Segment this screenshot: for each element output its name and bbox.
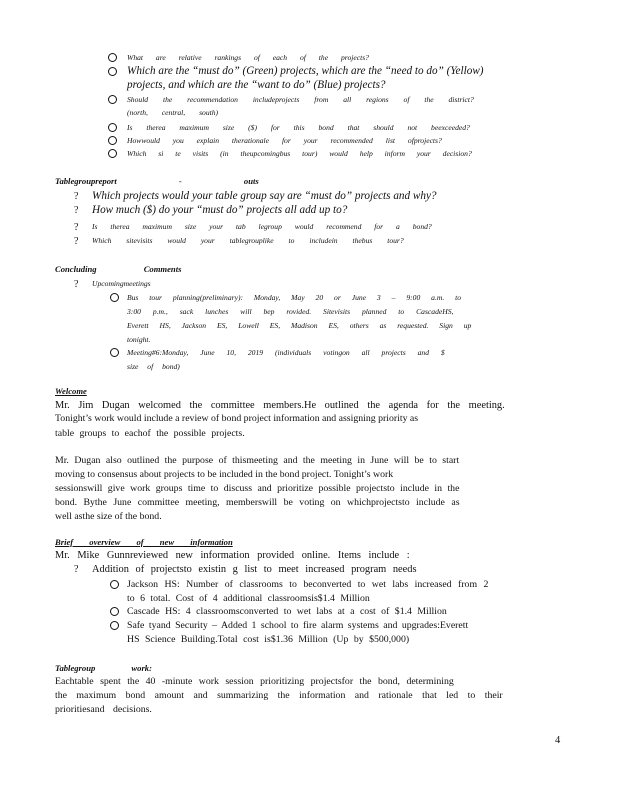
circle-bullet-icon <box>110 348 119 360</box>
section-heading-report-outs: Tablegroupreport - outs <box>55 176 259 186</box>
tablegroup-paragraph-line: Eachtable spent the 40 -minute work session prioritizing projectsfor the bond, determining <box>55 676 454 687</box>
report-question: How much ($) do your “must do” projects all add up to? <box>92 204 348 216</box>
brief-paragraph-line: Mr. Mike Gunnreviewed new information provided online. Items include : <box>55 550 410 561</box>
question-item: Which si te visits (in theupcomingbus tour) would help inform your decision? <box>127 149 472 158</box>
question-item: Which are the “must do” (Green) projects, which are the “need to do” (Yellow) <box>127 65 484 77</box>
report-question: Is thereа maximum size your tab legroup would recommend for a bond? <box>92 222 432 231</box>
report-question: Which projects would your table group say are “must do” projects and why? <box>92 190 437 202</box>
welcome-paragraph-line: Mr. Dugan also outlined the purpose of thismeeting and the meeting in June will be to start <box>55 455 460 466</box>
circle-bullet-icon <box>108 53 117 65</box>
circle-bullet-icon <box>108 123 117 135</box>
question-item: Should the recommendation includeprojects from all regions of the district? <box>127 95 474 104</box>
welcome-paragraph-line: Mr. Jim Dugan welcomed the committee members.He outlined the agenda for the meeting. <box>55 400 505 411</box>
bus-tour-line: Bus tour planning(preliminary): Monday, May 20 or June 3 – 9:00 a.m. to <box>127 293 462 302</box>
welcome-paragraph-line: bond. Bythe June committee meeting, memberswill be voting on whichprojectsto include as <box>55 497 460 508</box>
welcome-paragraph-line: sessionswill give work groups time to discuss and prioritize possible projectsto include in the <box>55 483 460 494</box>
question-item-continued: (north, central, south) <box>127 108 219 117</box>
circle-bullet-icon <box>110 293 119 305</box>
circle-bullet-icon <box>110 621 119 633</box>
circle-bullet-icon <box>110 607 119 619</box>
circle-bullet-icon <box>108 95 117 107</box>
question-item: Is thereа maximum size ($) for this bond that should not beexceeded? <box>127 123 470 132</box>
upcoming-meetings-label: Upcomingmeetings <box>92 279 151 288</box>
bus-tour-line: Everett HS, Jackson ES, Lowell ES, Madison ES, others as requested. Sign up <box>127 321 472 330</box>
brief-sub-item-continued: HS Science Building.Total cost is$1.36 Million (Up by $500,000) <box>127 634 410 645</box>
welcome-paragraph-line: moving to consensus about projects to be included in the bond project. Tonight’s work <box>55 469 394 480</box>
welcome-paragraph-line: well asthe size of the bond. <box>55 511 162 522</box>
section-heading-welcome: Welcome <box>55 386 87 396</box>
question-mark-bullet-icon: ? <box>74 205 79 216</box>
circle-bullet-icon <box>108 67 117 79</box>
tablegroup-paragraph-line: the maximum bond amount and summarizing the information and rationale that led to their <box>55 690 503 701</box>
bus-tour-line: 3:00 p.m., sack lunches will beр rovided. Sitevisits planned to CascadeHS, <box>127 307 454 316</box>
question-mark-bullet-icon: ? <box>74 236 79 247</box>
report-question: Which sitevisits would your tablegrouplike to includein thebus tour? <box>92 236 404 245</box>
question-item: What are relative rankings of each of the projects? <box>127 53 369 62</box>
circle-bullet-icon <box>108 136 117 148</box>
question-mark-bullet-icon: ? <box>74 564 79 575</box>
section-heading-concluding-comments: Concluding Comments <box>55 264 182 274</box>
circle-bullet-icon <box>110 580 119 592</box>
question-mark-bullet-icon: ? <box>74 191 79 202</box>
question-item: Howwould you explain therationale for your recommended list ofprojects? <box>127 136 442 145</box>
tablegroup-paragraph-line: prioritiesand decisions. <box>55 704 152 715</box>
circle-bullet-icon <box>108 149 117 161</box>
question-mark-bullet-icon: ? <box>74 279 79 290</box>
bus-tour-line: tonight. <box>127 335 151 344</box>
meeting-line: size of bond) <box>127 362 180 371</box>
section-heading-tablegroup-work: Tablegroup work: <box>55 663 152 673</box>
meeting-line: Meeting#6:Monday, June 10, 2019 (individuals votingon all projects and $ <box>127 348 445 357</box>
brief-sub-item: Cascade HS: 4 classroomsconverted to wet labs at a cost of $1.4 Million <box>127 606 447 617</box>
brief-sub-item: Jackson HS: Number of classrooms to beconverted to wet labs increased from 2 <box>127 579 489 590</box>
brief-addition-line: Addition of projectsto existin g list to meet increased program needs <box>92 564 417 575</box>
question-item-continued: projects, and which are the “want to do” (Blue) projects? <box>127 79 386 91</box>
section-heading-brief-overview: Brief overview of new information <box>55 537 233 547</box>
brief-sub-item-continued: to 6 total. Cost of 4 additional classroomsis$1.4 Million <box>127 593 370 604</box>
welcome-paragraph-line: table groups to eachof the possible projects. <box>55 428 245 439</box>
question-mark-bullet-icon: ? <box>74 222 79 233</box>
brief-sub-item: Safe tyand Security – Added 1 school to fire alarm systems and upgrades:Everett <box>127 620 469 631</box>
page-number: 4 <box>555 735 561 746</box>
welcome-paragraph-line: Tonight’s work would include a review of bond project information and assigning priority as <box>55 413 419 424</box>
